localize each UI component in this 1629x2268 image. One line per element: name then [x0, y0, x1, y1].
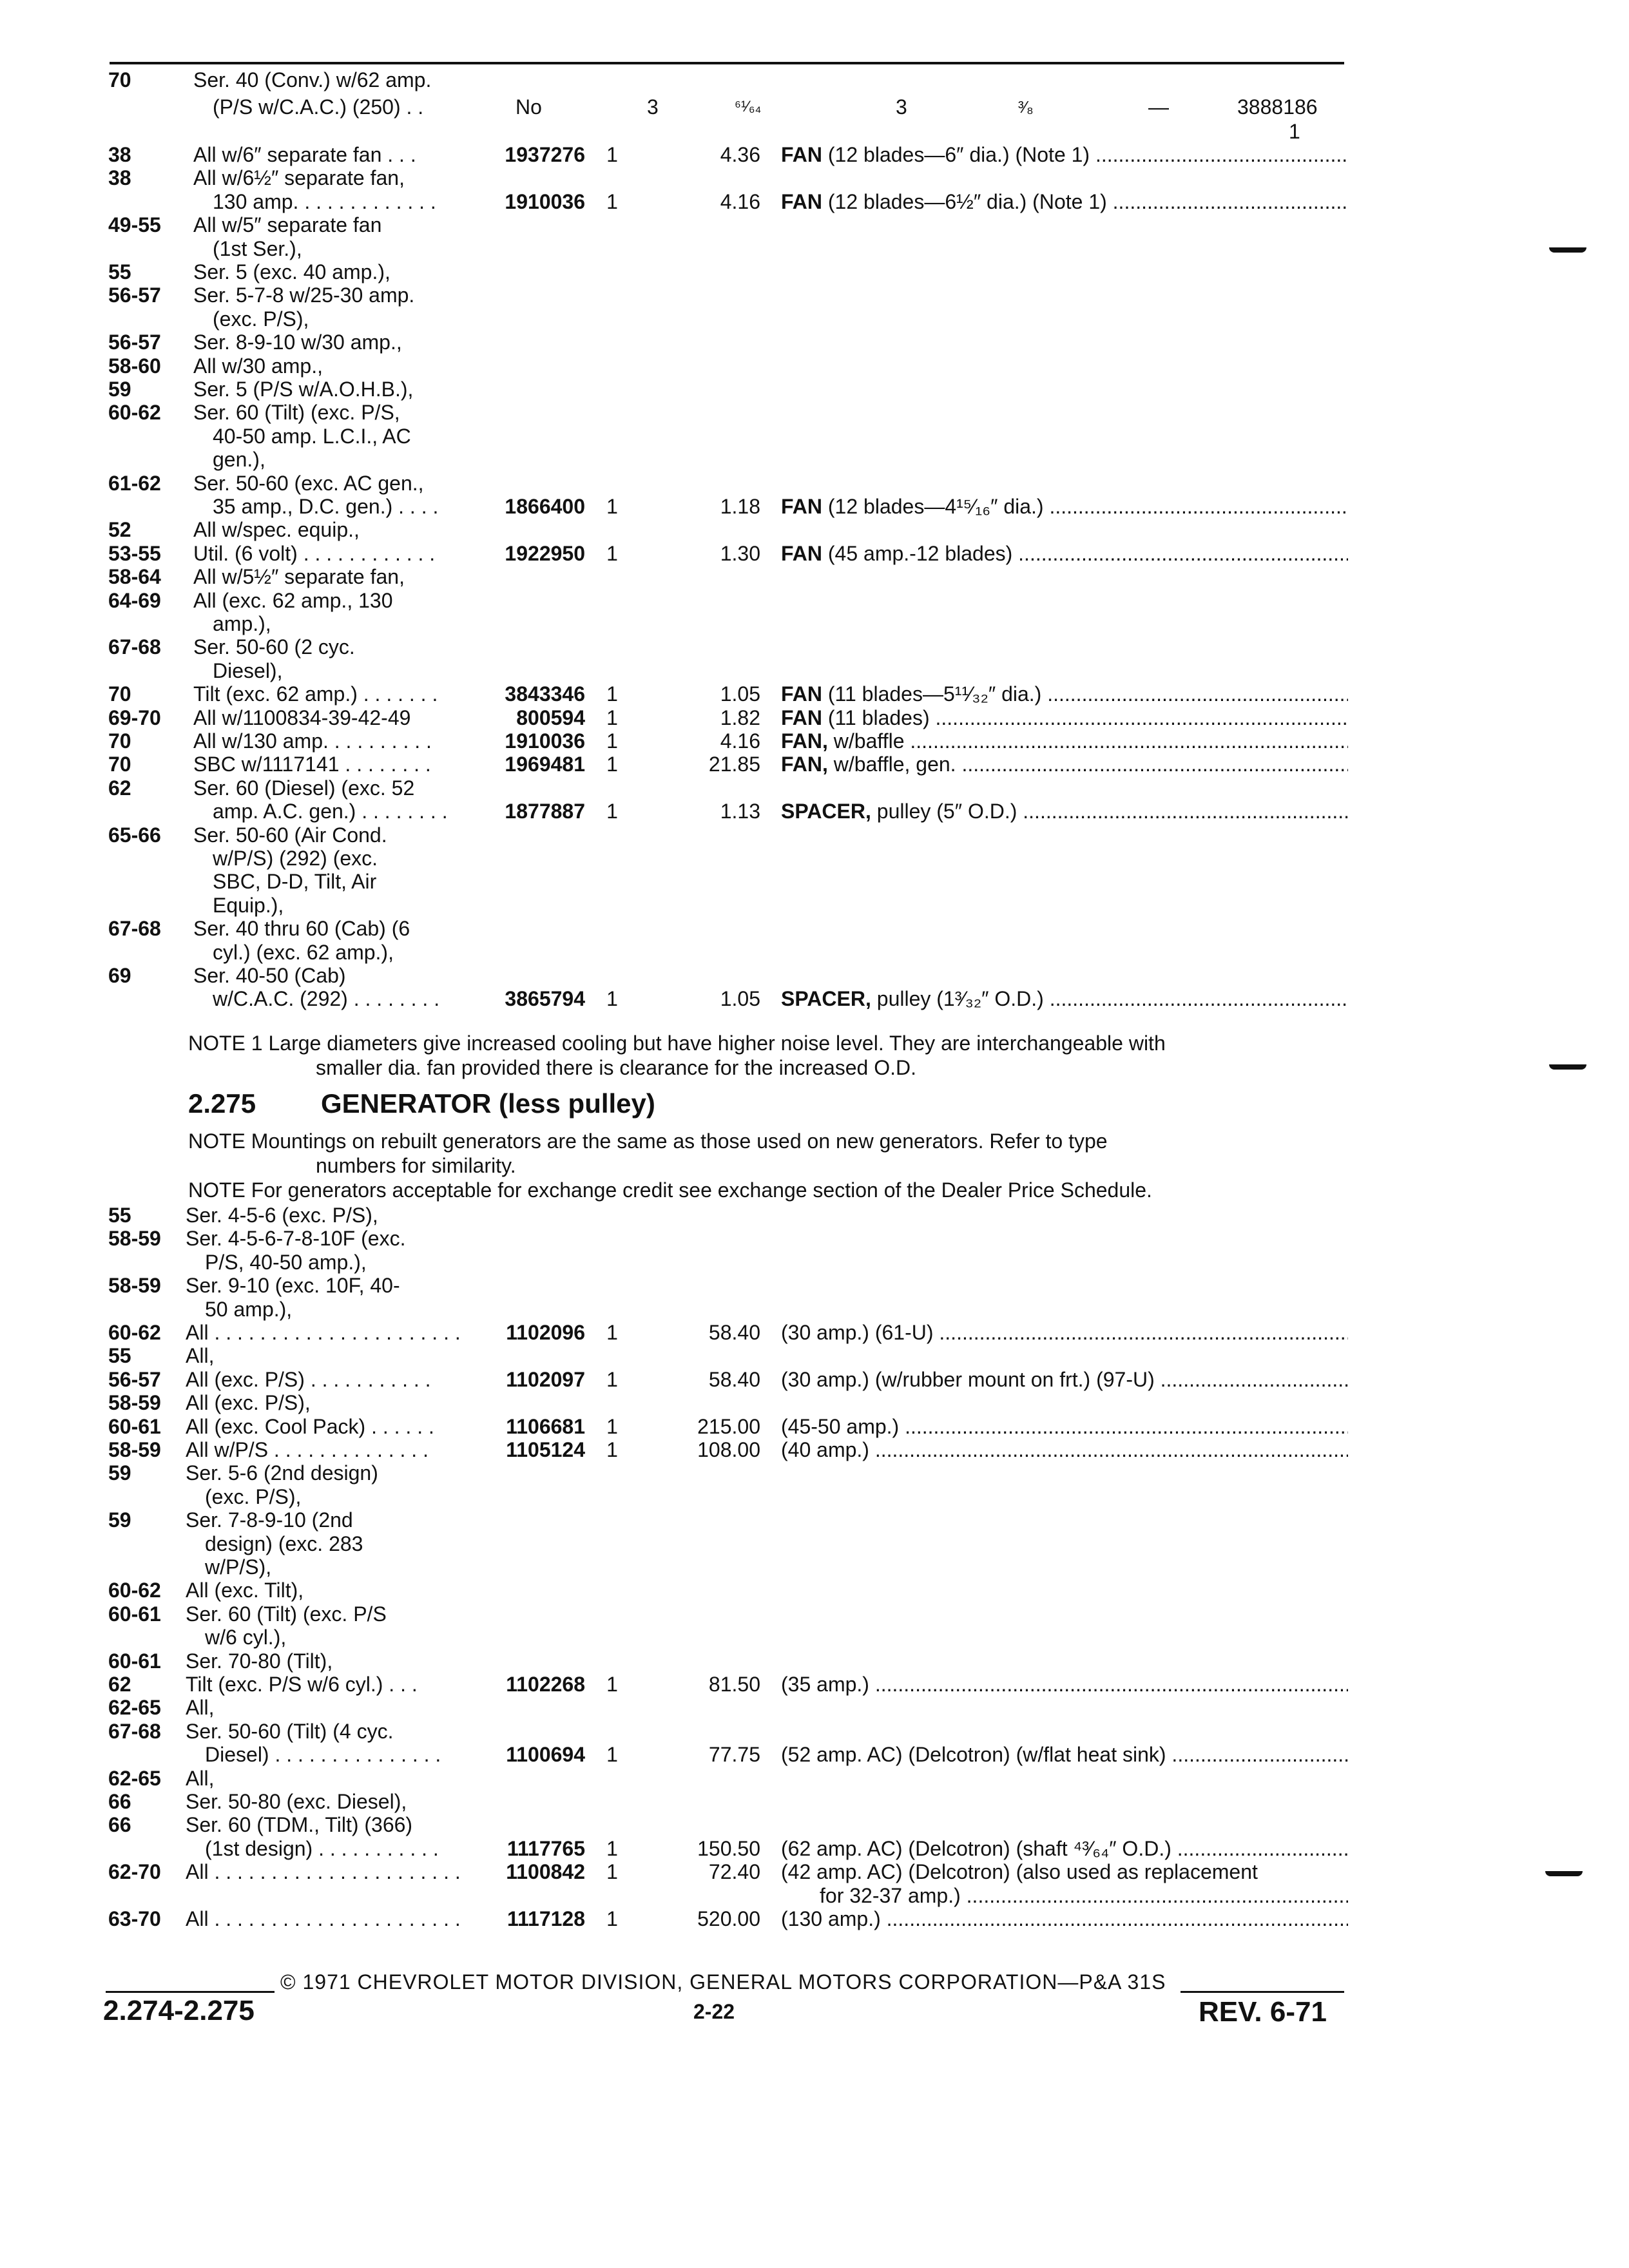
- application: (P/S w/C.A.C.) (250) . .: [213, 95, 424, 119]
- description: (30 amp.) (w/rubber mount on frt.) (97-U) .....: [781, 1367, 1348, 1392]
- margin-mark: [1549, 1064, 1586, 1070]
- year: 67-68: [108, 1719, 161, 1743]
- note-1-line-1: NOTE 1 Large diameters give increased cooling but have higher noise level. They are interchangeable with: [188, 1032, 1166, 1055]
- application: All w/6½″ separate fan,: [193, 166, 405, 190]
- section-number: 2.275: [188, 1088, 256, 1119]
- application: Ser. 4-5-6 (exc. P/S),: [186, 1204, 378, 1227]
- year: 58-59: [108, 1391, 161, 1415]
- note-1-line-2: smaller dia. fan provided there is clearance for the increased O.D.: [316, 1056, 917, 1079]
- year: 38: [108, 143, 131, 166]
- price: 4.36: [720, 143, 760, 166]
- quantity: 1: [606, 706, 618, 729]
- year: 56-57: [108, 284, 161, 307]
- application: (1st design) . . . . . . . . . . .: [205, 1836, 439, 1860]
- application: design) (exc. 283: [205, 1532, 363, 1555]
- description: (35 amp.) .....: [781, 1671, 1348, 1697]
- year: 70: [108, 753, 131, 776]
- application: Diesel) . . . . . . . . . . . . . . .: [205, 1743, 441, 1767]
- cell: —: [1148, 95, 1169, 119]
- year: 53-55: [108, 541, 161, 565]
- margin-mark: [1549, 247, 1586, 253]
- part-number: 1117765: [506, 1836, 585, 1860]
- price: 1.30: [720, 541, 760, 565]
- footer-rule-right: [1181, 1991, 1344, 1993]
- year: 55: [108, 260, 131, 284]
- year: 66: [108, 1790, 131, 1813]
- application: All (exc. Tilt),: [186, 1579, 304, 1602]
- application: 130 amp. . . . . . . . . . . . .: [213, 189, 436, 213]
- quantity: 1: [606, 1673, 618, 1696]
- footer-section-range: 2.274-2.275: [103, 1995, 255, 2026]
- application: (1st Ser.),: [213, 236, 302, 260]
- price: 58.40: [708, 1367, 760, 1391]
- part-number: 1910036: [505, 189, 585, 213]
- part-number: 1969481: [505, 753, 585, 776]
- part-number: 3843346: [505, 682, 585, 706]
- footer-page-number: 2-22: [693, 2000, 735, 2023]
- application: All w/P/S . . . . . . . . . . . . . .: [186, 1438, 429, 1461]
- application: All (exc. P/S),: [186, 1391, 311, 1415]
- description: (42 amp. AC) (Delcotron) (also used as replacement: [781, 1860, 1258, 1884]
- year: 67-68: [108, 635, 161, 659]
- quantity: 1: [606, 987, 618, 1011]
- year: 63-70: [108, 1907, 161, 1930]
- part-name: SPACER,: [781, 800, 871, 823]
- cell: No: [516, 95, 542, 119]
- application: Ser. 60 (TDM., Tilt) (366): [186, 1813, 413, 1837]
- application: (exc. P/S),: [213, 307, 309, 331]
- application: Ser. 40-50 (Cab): [193, 964, 346, 987]
- description: (40 amp.) .....: [781, 1437, 1348, 1463]
- price: 4.16: [720, 189, 760, 213]
- application: SBC, D-D, Tilt, Air: [213, 870, 377, 894]
- year: 58-60: [108, 354, 161, 378]
- year: 60-62: [108, 1579, 161, 1602]
- year: 38: [108, 166, 131, 190]
- part-number: 1937276: [505, 143, 585, 166]
- quantity: 1: [606, 753, 618, 776]
- application: All . . . . . . . . . . . . . . . . . . . . . .: [186, 1321, 461, 1344]
- application: Ser. 40 (Conv.) w/62 amp.: [193, 68, 432, 91]
- part-number: 1106681: [506, 1414, 585, 1438]
- application: w/6 cyl.),: [205, 1626, 287, 1649]
- application: P/S, 40-50 amp.),: [205, 1250, 367, 1274]
- part-number: 1102097: [506, 1367, 585, 1391]
- application: SBC w/1117141 . . . . . . . .: [193, 753, 431, 776]
- price: 1.18: [720, 495, 760, 518]
- application: w/P/S) (292) (exc.: [213, 847, 378, 870]
- application: All,: [186, 1696, 215, 1720]
- year: 69: [108, 964, 131, 987]
- application: All w/spec. equip.,: [193, 518, 360, 542]
- part-number: 1117128: [506, 1907, 585, 1930]
- year: 62: [108, 1673, 131, 1696]
- application: Equip.),: [213, 893, 284, 917]
- quantity: 1: [606, 682, 618, 706]
- note-exchange: NOTE For generators acceptable for exchange credit see exchange section of the Dealer Price Schedule.: [188, 1178, 1152, 1202]
- quantity: 1: [1289, 120, 1300, 143]
- year: 58-59: [108, 1438, 161, 1461]
- application: All w/6″ separate fan . . .: [193, 143, 416, 166]
- cell: ³⁄₈: [1018, 97, 1034, 117]
- application: Tilt (exc. 62 amp.) . . . . . . .: [193, 682, 438, 706]
- application: Ser. 4-5-6-7-8-10F (exc.: [186, 1227, 406, 1251]
- note-mountings-cont: numbers for similarity.: [316, 1154, 516, 1177]
- quantity: 1: [606, 1907, 618, 1930]
- year: 60-62: [108, 401, 161, 425]
- application: Ser. 50-60 (Tilt) (4 cyc.: [186, 1719, 394, 1743]
- part-name: FAN: [781, 495, 822, 518]
- price: 77.75: [708, 1743, 760, 1767]
- application: All,: [186, 1766, 215, 1790]
- cell: ⁶¹⁄₆₄: [735, 98, 762, 115]
- price: 72.40: [708, 1860, 760, 1884]
- price: 1.05: [720, 682, 760, 706]
- application: 50 amp.),: [205, 1297, 293, 1321]
- cell: 3: [896, 95, 907, 119]
- year: 58-64: [108, 565, 161, 589]
- application: Ser. 9-10 (exc. 10F, 40-: [186, 1274, 400, 1298]
- quantity: 1: [606, 1438, 618, 1461]
- application: Diesel),: [213, 658, 283, 682]
- description: (30 amp.) (61-U) .....: [781, 1320, 1348, 1345]
- application: amp. A.C. gen.) . . . . . . . .: [213, 800, 448, 823]
- application: Ser. 70-80 (Tilt),: [186, 1649, 333, 1673]
- quantity: 1: [606, 800, 618, 823]
- year: 55: [108, 1204, 131, 1227]
- application: All (exc. P/S) . . . . . . . . . . .: [186, 1367, 431, 1391]
- application: All (exc. 62 amp., 130: [193, 588, 393, 612]
- year: 60-61: [108, 1649, 161, 1673]
- year: 70: [108, 682, 131, 706]
- year: 55: [108, 1344, 131, 1368]
- part-number: 1102096: [506, 1321, 585, 1344]
- part-number: 1100842: [506, 1860, 585, 1884]
- description: (45-50 amp.) .....: [781, 1414, 1348, 1439]
- footer-copyright: © 1971 CHEVROLET MOTOR DIVISION, GENERAL MOTORS CORPORATION—P&A 31S: [280, 1970, 1166, 1994]
- footer-revision: REV. 6-71: [1199, 1996, 1327, 2028]
- year: 62-70: [108, 1860, 161, 1884]
- year: 60-61: [108, 1602, 161, 1626]
- application: Ser. 50-80 (exc. Diesel),: [186, 1790, 407, 1813]
- part-name: FAN: [781, 189, 822, 213]
- application: Ser. 60 (Tilt) (exc. P/S,: [193, 401, 400, 425]
- part-number: 1866400: [505, 495, 585, 518]
- top-rule: [110, 62, 1344, 64]
- application: All w/130 amp. . . . . . . . . .: [193, 729, 432, 753]
- year: 62: [108, 776, 131, 800]
- application: Ser. 50-60 (2 cyc.: [193, 635, 355, 659]
- description: SPACER, pulley (5″ O.D.) .....: [781, 798, 1348, 824]
- quantity: 1: [606, 1836, 618, 1860]
- price: 520.00: [697, 1907, 760, 1930]
- description: SPACER, pulley (1³⁄₃₂″ O.D.) .....: [781, 986, 1348, 1012]
- application: amp.),: [213, 612, 271, 635]
- application: Ser. 5-6 (2nd design): [186, 1461, 378, 1485]
- description: FAN (12 blades—6″ dia.) (Note 1) .....: [781, 142, 1348, 168]
- application: w/C.A.C. (292) . . . . . . . .: [213, 987, 440, 1011]
- margin-mark: [1545, 1871, 1583, 1876]
- price: 108.00: [697, 1438, 760, 1461]
- quantity: 1: [606, 1414, 618, 1438]
- quantity: 1: [606, 729, 618, 753]
- quantity: 1: [606, 189, 618, 213]
- year: 64-69: [108, 588, 161, 612]
- price: 1.13: [720, 800, 760, 823]
- part-number: 1105124: [506, 1438, 585, 1461]
- description: (52 amp. AC) (Delcotron) (w/flat heat sink) .....: [781, 1742, 1348, 1767]
- price: 4.16: [720, 729, 760, 753]
- application: All w/5½″ separate fan,: [193, 565, 405, 589]
- part-number: 1102268: [506, 1673, 585, 1696]
- year: 67-68: [108, 917, 161, 941]
- part-name: FAN,: [781, 729, 828, 753]
- part-name: FAN: [781, 682, 822, 706]
- price: 215.00: [697, 1414, 760, 1438]
- year: 60-61: [108, 1414, 161, 1438]
- year: 66: [108, 1813, 131, 1837]
- part-number: 3888186: [1237, 95, 1318, 119]
- year: 60-62: [108, 1321, 161, 1344]
- year: 56-57: [108, 1367, 161, 1391]
- application: All w/1100834-39-42-49: [193, 706, 411, 729]
- description: FAN (11 blades) .....: [781, 705, 1348, 731]
- part-name: FAN: [781, 541, 822, 565]
- application: All,: [186, 1344, 215, 1368]
- quantity: 1: [606, 495, 618, 518]
- description: (130 amp.) .....: [781, 1906, 1348, 1932]
- application: Util. (6 volt) . . . . . . . . . . . .: [193, 541, 436, 565]
- price: 1.05: [720, 987, 760, 1011]
- price: 21.85: [708, 753, 760, 776]
- part-number: 1100694: [506, 1743, 585, 1767]
- part-number: 3865794: [505, 987, 585, 1011]
- application: All . . . . . . . . . . . . . . . . . . . . . .: [186, 1860, 461, 1884]
- year: 69-70: [108, 706, 161, 729]
- application: All w/5″ separate fan: [193, 213, 382, 237]
- application: 40-50 amp. L.C.I., AC: [213, 424, 411, 448]
- year: 61-62: [108, 471, 161, 495]
- price: 58.40: [708, 1321, 760, 1344]
- application: All w/30 amp.,: [193, 354, 323, 378]
- year: 58-59: [108, 1274, 161, 1298]
- footer-rule-left: [106, 1991, 275, 1993]
- section-heading: [188, 1088, 655, 1120]
- part-number: 1877887: [505, 800, 585, 823]
- year: 52: [108, 518, 131, 542]
- price: 81.50: [708, 1673, 760, 1696]
- application: 35 amp., D.C. gen.) . . . .: [213, 495, 439, 518]
- year: 58-59: [108, 1227, 161, 1251]
- application: Ser. 50-60 (Air Cond.: [193, 823, 387, 847]
- quantity: 1: [606, 1743, 618, 1767]
- price: 150.50: [697, 1836, 760, 1860]
- application: Ser. 5 (exc. 40 amp.),: [193, 260, 390, 284]
- application: Ser. 8-9-10 w/30 amp.,: [193, 331, 402, 354]
- year: 59: [108, 1508, 131, 1532]
- year: 70: [108, 68, 131, 91]
- description: for 32-37 amp.) .....: [820, 1883, 1348, 1908]
- application: Ser. 5-7-8 w/25-30 amp.: [193, 284, 415, 307]
- part-name: SPACER,: [781, 987, 871, 1011]
- quantity: 1: [606, 541, 618, 565]
- application: Ser. 60 (Tilt) (exc. P/S: [186, 1602, 387, 1626]
- description: FAN (12 blades—6½″ dia.) (Note 1) .....: [781, 189, 1348, 215]
- application: All (exc. Cool Pack) . . . . . .: [186, 1414, 434, 1438]
- application: All . . . . . . . . . . . . . . . . . . . . . .: [186, 1907, 461, 1930]
- year: 56-57: [108, 331, 161, 354]
- year: 59: [108, 1461, 131, 1485]
- application: Ser. 60 (Diesel) (exc. 52: [193, 776, 415, 800]
- description: FAN (11 blades—5¹¹⁄₃₂″ dia.) .....: [781, 681, 1348, 707]
- year: 70: [108, 729, 131, 753]
- application: Ser. 50-60 (exc. AC gen.,: [193, 471, 424, 495]
- application: Tilt (exc. P/S w/6 cyl.) . . .: [186, 1673, 418, 1696]
- note-mountings: NOTE Mountings on rebuilt generators are the same as those used on new generators. Refer to type: [188, 1129, 1108, 1153]
- part-name: FAN: [781, 143, 822, 166]
- year: 49-55: [108, 213, 161, 237]
- application: gen.),: [213, 448, 265, 472]
- part-number: 1910036: [505, 729, 585, 753]
- description: (62 amp. AC) (Delcotron) (shaft ⁴³⁄₆₄″ O.D.) .....: [781, 1836, 1348, 1861]
- part-name: FAN,: [781, 753, 828, 776]
- part-number: 1922950: [505, 541, 585, 565]
- part-name: FAN: [781, 706, 822, 729]
- application: cyl.) (exc. 62 amp.),: [213, 940, 394, 964]
- application: Ser. 40 thru 60 (Cab) (6: [193, 917, 410, 941]
- cell: 3: [647, 95, 659, 119]
- application: (exc. P/S),: [205, 1485, 302, 1508]
- section-title: GENERATOR (less pulley): [321, 1088, 655, 1119]
- year: 62-65: [108, 1766, 161, 1790]
- part-number: 800594: [516, 706, 585, 729]
- quantity: 1: [606, 1860, 618, 1884]
- quantity: 1: [606, 143, 618, 166]
- description: FAN (12 blades—4¹⁵⁄₁₆″ dia.) .....: [781, 494, 1348, 519]
- description: FAN (45 amp.-12 blades) .....: [781, 541, 1348, 566]
- description: FAN, w/baffle, gen. .....: [781, 751, 1348, 777]
- year: 62-65: [108, 1696, 161, 1720]
- application: w/P/S),: [205, 1555, 272, 1579]
- application: Ser. 5 (P/S w/A.O.H.B.),: [193, 378, 414, 401]
- year: 65-66: [108, 823, 161, 847]
- quantity: 1: [606, 1367, 618, 1391]
- price: 1.82: [720, 706, 760, 729]
- description: FAN, w/baffle .....: [781, 728, 1348, 754]
- quantity: 1: [606, 1321, 618, 1344]
- year: 59: [108, 378, 131, 401]
- application: Ser. 7-8-9-10 (2nd: [186, 1508, 353, 1532]
